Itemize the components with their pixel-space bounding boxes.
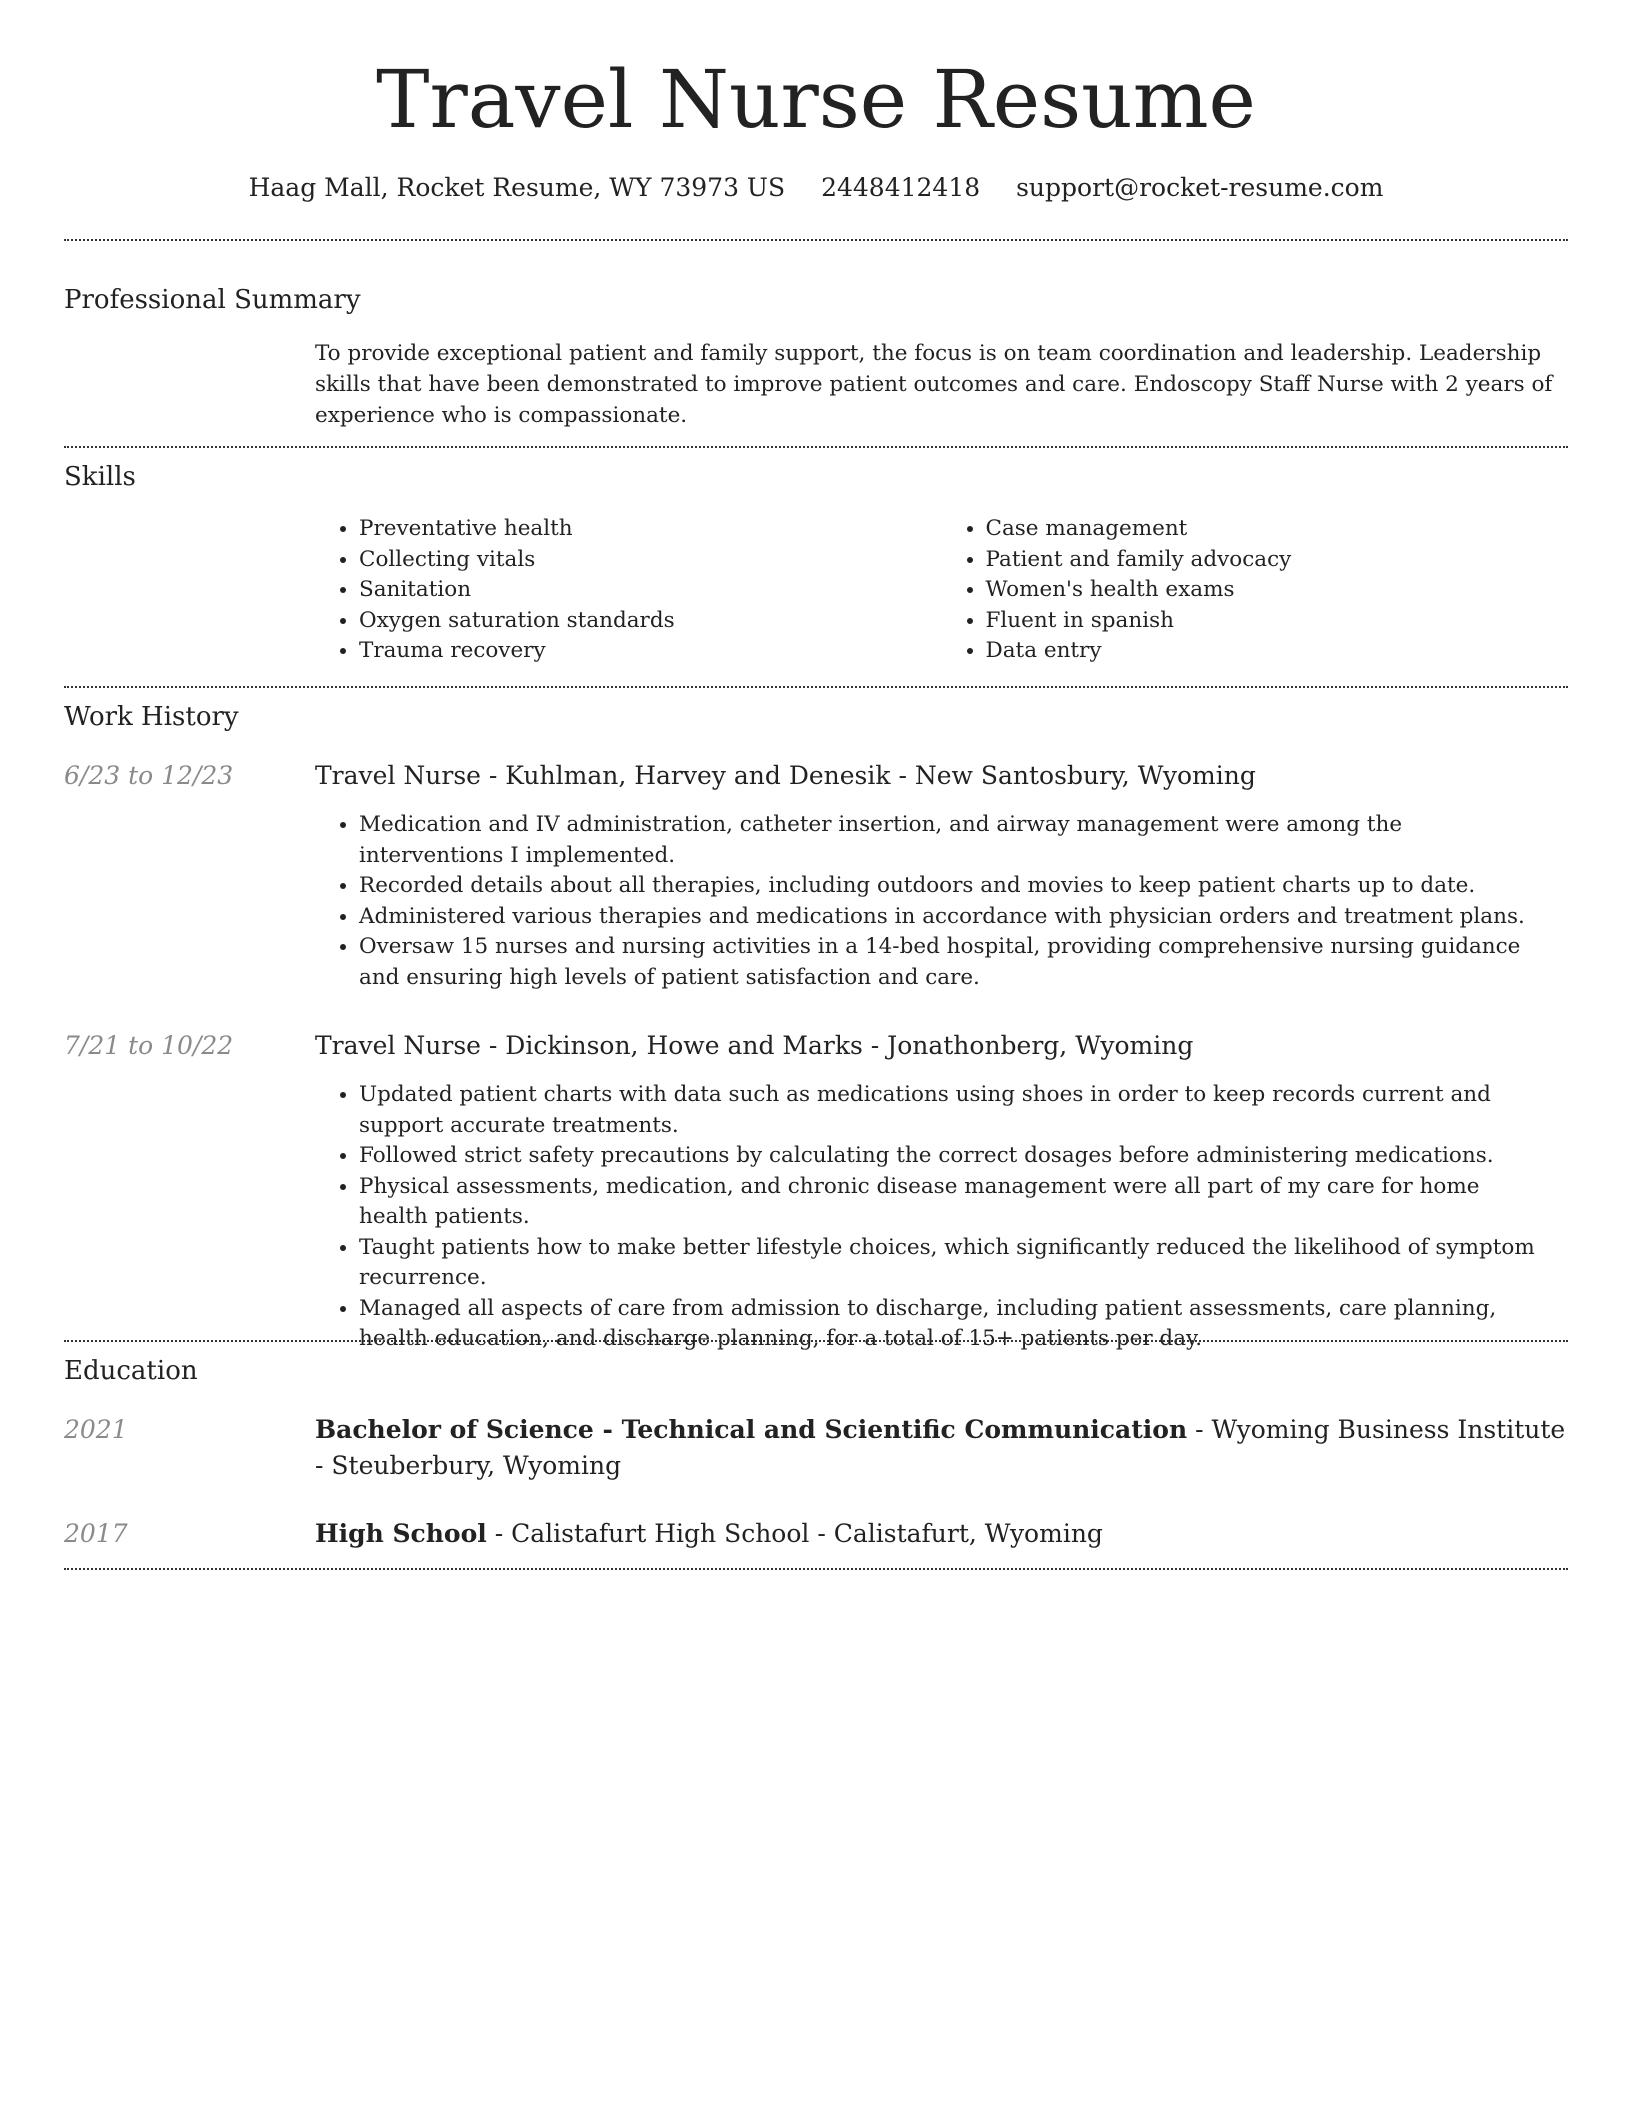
job-bullet: • Followed strict safety precautions by calculating the correct dosages before administering medications. — [359, 1141, 1535, 1172]
education-details: - Calistafurt High School - Calistafurt, Wyoming — [486, 1519, 1103, 1548]
job-bullet: • Taught patients how to make better lifestyle choices, which significantly reduced the likelihood of symptom recurrence. — [359, 1233, 1535, 1294]
job-bullet: • Medication and IV administration, catheter insertion, and airway management were among the interventions I implemented. — [359, 810, 1535, 871]
job-heading: Travel Nurse - Kuhlman, Harvey and Denesik - New Santosbury, Wyoming — [315, 761, 1256, 790]
divider — [64, 446, 1568, 448]
skill-item: • Patient and family advocacy — [986, 545, 1569, 576]
job-bullet: • Administered various therapies and medications in accordance with physician orders and treatment plans. — [359, 902, 1535, 933]
job-bullet: • Oversaw 15 nurses and nursing activities in a 14-bed hospital, providing comprehensive nursing guidance and ensuring high levels of patient satisfaction and care. — [359, 932, 1535, 993]
education-details: - Wyoming Business Institute - Steuberbury, Wyoming — [315, 1415, 1566, 1480]
job-bullet: • Updated patient charts with data such as medications using shoes in order to keep records current and support accurate treatments. — [359, 1080, 1535, 1141]
job-bullets — [315, 1080, 1535, 1355]
skills-column-left — [315, 514, 942, 667]
job-heading: Travel Nurse - Dickinson, Howe and Marks - Jonathonberg, Wyoming — [315, 1031, 1194, 1060]
education-year: 2017 — [64, 1519, 128, 1548]
job-dates: 6/23 to 12/23 — [64, 761, 234, 790]
skills-column-right — [942, 514, 1569, 667]
skill-item: • Oxygen saturation standards — [359, 606, 942, 637]
divider — [64, 1568, 1568, 1570]
section-title-education: Education — [64, 1356, 198, 1386]
section-title-skills: Skills — [64, 462, 136, 492]
education-entry — [315, 1412, 1568, 1484]
skills-list — [315, 514, 1568, 667]
divider — [64, 686, 1568, 688]
skill-item: • Sanitation — [359, 575, 942, 606]
education-degree: Bachelor of Science - Technical and Scientific Communication — [315, 1415, 1188, 1444]
job-bullet: • Physical assessments, medication, and chronic disease management were all part of my care for home health patients. — [359, 1172, 1535, 1233]
contact-email[interactable]: support@rocket-resume.com — [1016, 173, 1384, 202]
education-entry — [315, 1516, 1568, 1552]
contact-line — [64, 168, 1568, 208]
section-title-work: Work History — [64, 702, 239, 732]
divider — [64, 239, 1568, 241]
skill-item: • Data entry — [986, 636, 1569, 667]
contact-phone: 2448412418 — [821, 173, 981, 202]
job-dates: 7/21 to 10/22 — [64, 1031, 234, 1060]
skill-item: • Fluent in spanish — [986, 606, 1569, 637]
skill-item: • Collecting vitals — [359, 545, 942, 576]
divider — [64, 1340, 1568, 1342]
job-bullet: • Recorded details about all therapies, including outdoors and movies to keep patient charts up to date. — [359, 871, 1535, 902]
resume-title: Travel Nurse Resume — [376, 53, 1256, 146]
skill-item: • Case management — [986, 514, 1569, 545]
job-bullet: • Managed all aspects of care from admission to discharge, including patient assessments, care planning, health education, and discharge planning, for a total of 15+ patients per day. — [359, 1294, 1535, 1355]
skill-item: • Preventative health — [359, 514, 942, 545]
summary-text: To provide exceptional patient and family support, the focus is on team coordination and leadership. Leadership skills that have been demonstrated to improve patient outcomes and care. Endoscopy Staff Nurse with 2 years of experience who is compassionate. — [315, 341, 1553, 428]
skill-item: • Women's health exams — [986, 575, 1569, 606]
job-bullets — [315, 810, 1535, 993]
skill-item: • Trauma recovery — [359, 636, 942, 667]
education-degree: High School — [315, 1519, 487, 1548]
education-year: 2021 — [64, 1415, 128, 1444]
section-title-summary: Professional Summary — [64, 285, 361, 315]
contact-address: Haag Mall, Rocket Resume, WY 73973 US — [248, 173, 786, 202]
